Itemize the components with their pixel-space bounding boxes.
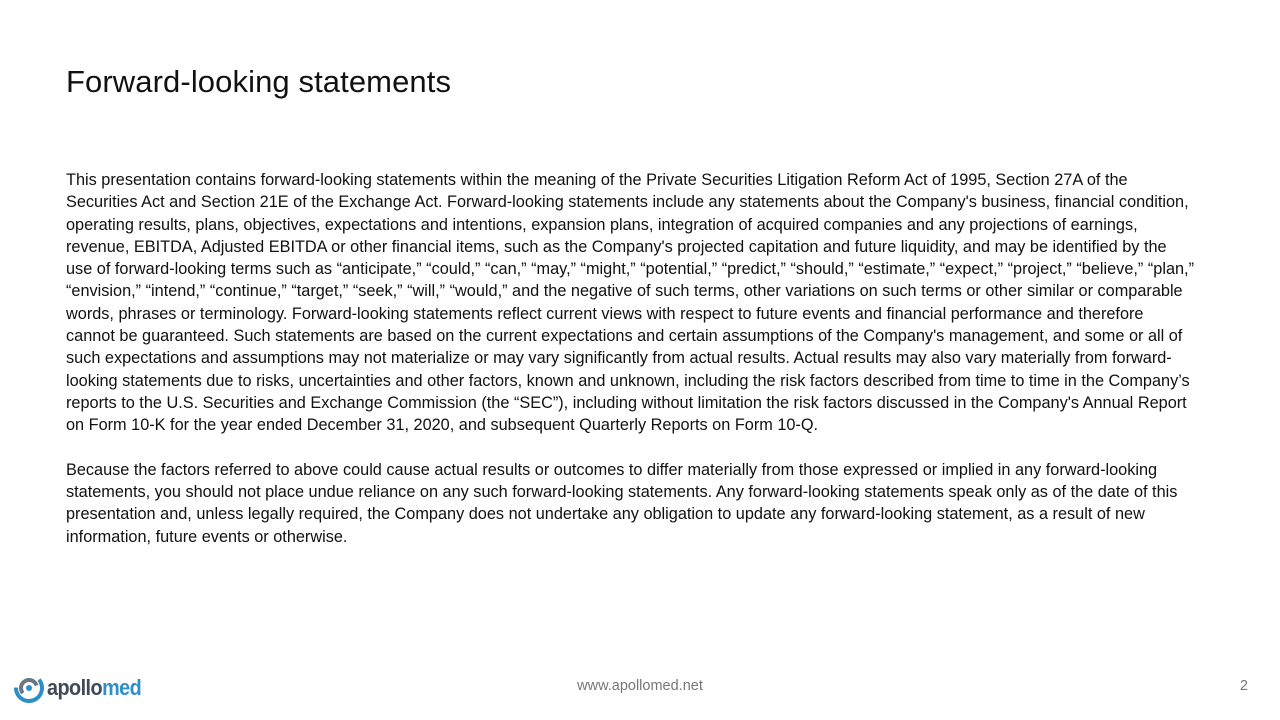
disclaimer-body — [66, 169, 1196, 570]
logo-text-apollo: apollo — [47, 675, 103, 700]
page-number: 2 — [1239, 678, 1248, 694]
footer-url: www.apollomed.net — [577, 678, 703, 694]
disclaimer-paragraph-2: Because the factors referred to above could cause actual results or outcomes to differ materially from those expressed or implied in any forward-looking statements, you should not place undue reliance on any such forward-looking statements. Any forward-looking statements speak only as of the date of this presentation and, unless legally required, the Company does not undertake any obligation to update any forward-looking statement, as a result of new information, future events or otherwise. — [66, 460, 1178, 546]
slide-title: Forward-looking statements — [66, 64, 452, 99]
logo-text-med: med — [102, 675, 142, 700]
disclaimer-paragraph-1: This presentation contains forward-looking statements within the meaning of the Private Securities Litigation Reform Act of 1995, Section 27A of the Securities Act and Section 21E of the Exchange Act. Forward-looking statements include any statements about the Company's business, financial condition, operating results, plans, objectives, expectations and intentions, expansion plans, integration of acquired companies and any projections of earnings, revenue, EBITDA, Adjusted EBITDA or other financial items, such as the Company's projected capitation and future liquidity, and may be identified by the use of forward-looking terms such as “anticipate,” “could,” “can,” “may,” “might,” “potential,” “predict,” “should,” “estimate,” “expect,” “project,” “believe,” “plan,” “envision,” “intend,” “continue,” “target,” “seek,” “will,” “would,” and the negative of such terms, other variations on such terms or other similar or comparable words, phrases or terminology. Forward-looking statements reflect current views with respect to future events and financial performance and therefore cannot be guaranteed. Such statements are based on the current expectations and certain assumptions of the Company's management, and some or all of such expectations and assumptions may not materialize or may vary significantly from actual results. Actual results may also vary materially from forward-looking statements due to risks, uncertainties and other factors, known and unknown, including the risk factors described from time to time in the Company’s reports to the U.S. Securities and Exchange Commission (the “SEC”), including without limitation the risk factors discussed in the Company's Annual Report on Form 10-K for the year ended December 31, 2020, and subsequent Quarterly Reports on Form 10-Q. — [66, 171, 1194, 435]
